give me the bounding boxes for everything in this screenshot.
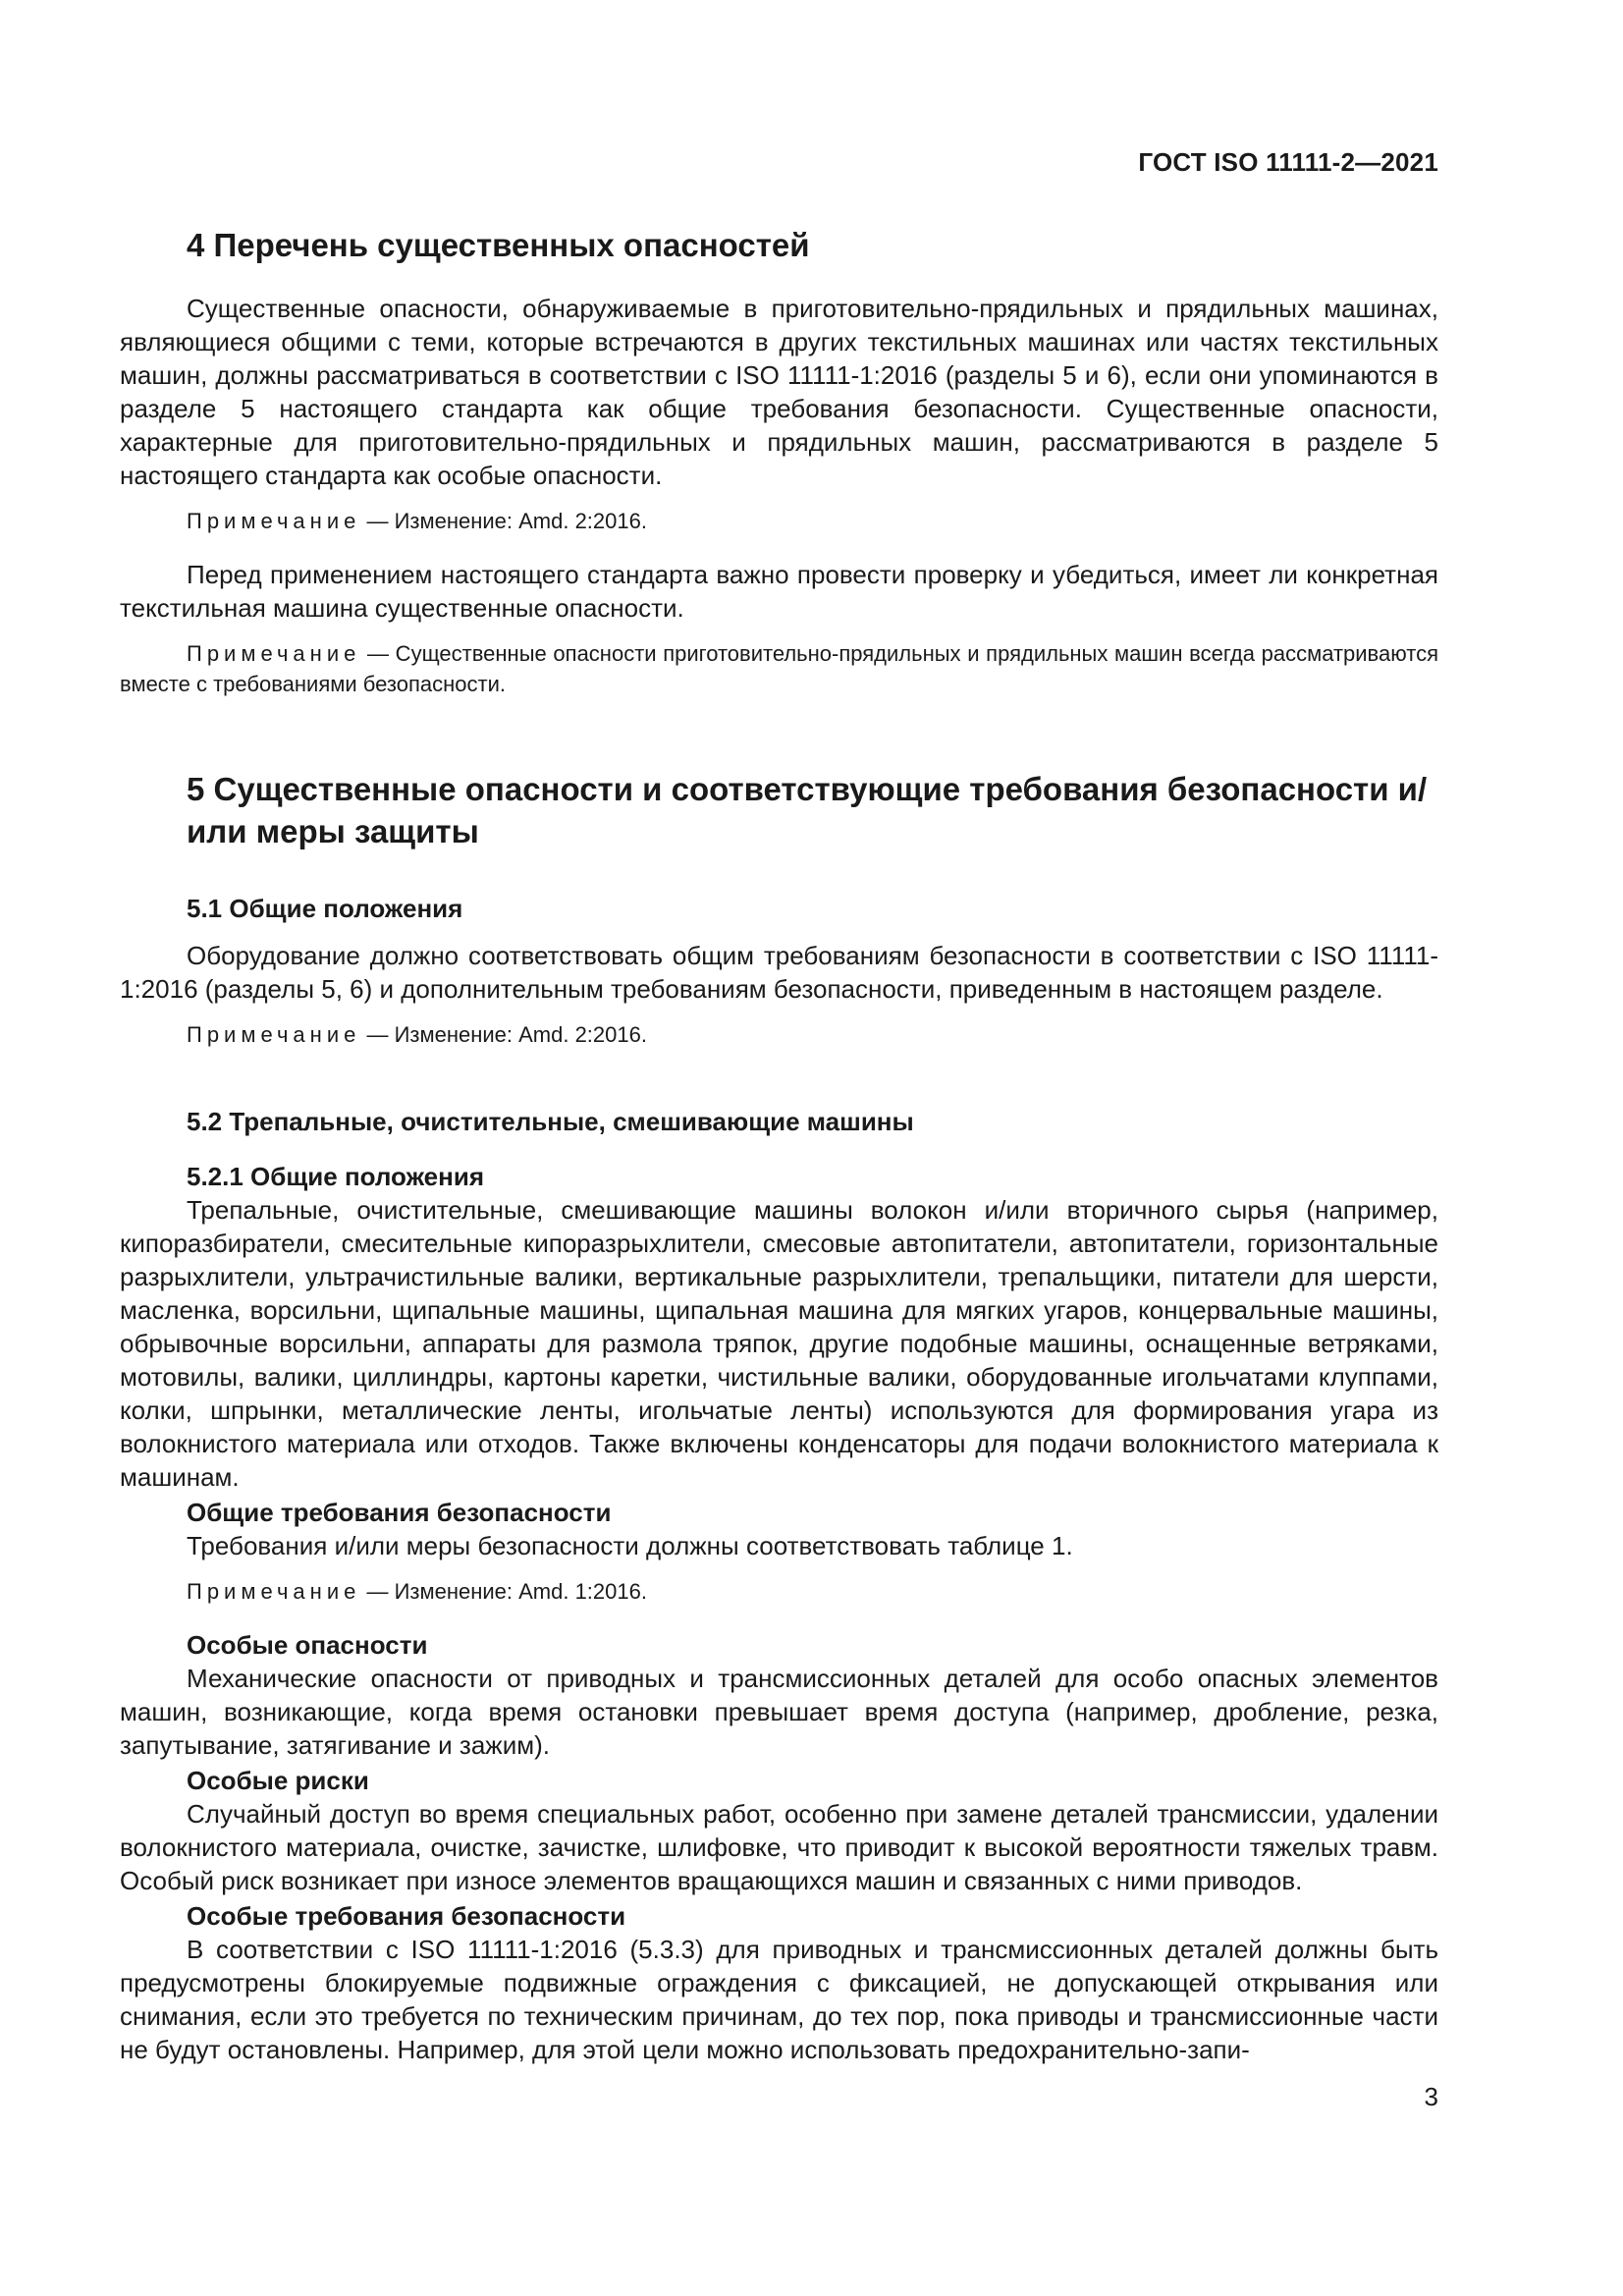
section-4-paragraph-1: Существенные опасности, обнаруживаемые в приготовительно-прядильных и прядильных машинах, являющиеся общими с теми, которые встречаются в других текстильных машинах или частях текстильных машин, должны рассматриваться в соответствии с ISO 11111-1:2016 (разделы 5 и 6), если они упоминаются в разделе 5 настоящего стандарта как общие требования безопасности. Существенные опасности, характерные для приготовительно-прядильных и прядильных машин, рассматриваются в разделе 5 настоящего стандарта как особые опасности.: [120, 294, 1438, 490]
special-risks-paragraph: Случайный доступ во время специальных работ, особенно при замене деталей трансмиссии, удалении волокнистого материала, очистке, зачистке, шлифовке, что приводит к высокой вероятности тяжелых травм. Особый риск возникает при износе элементов вращающихся машин и связанных с ними приводов.: [120, 1799, 1438, 1895]
note-2: [120, 638, 1438, 699]
document-code: ГОСТ ISO 11111-2—2021: [1138, 147, 1438, 177]
note-text: — Изменение: Amd. 2:2016.: [360, 1022, 647, 1047]
page-number: 3: [1424, 2082, 1438, 2111]
section-5-title: 5 Существенные опасности и соответствующие требования безопасности и/или меры защиты: [187, 771, 1428, 849]
note-text: — Изменение: Amd. 1:2016.: [360, 1579, 647, 1604]
note-text: — Существенные опасности приготовительно-прядильных и прядильных машин всегда рассматриваются вместе с требованиями безопасности.: [120, 641, 1438, 696]
subsection-5-2-title: 5.2 Трепальные, очистительные, смешивающие машины: [187, 1107, 914, 1136]
subsection-5-1-paragraph: Оборудование должно соответствовать общим требованиям безопасности в соответствии с ISO 11111-1:2016 (разделы 5, 6) и дополнительным требованиям безопасности, приведенным в настоящем разделе.: [120, 941, 1438, 1004]
general-requirements-title: Общие требования безопасности: [187, 1498, 612, 1527]
note-4: [120, 1576, 1438, 1607]
note-text: — Изменение: Amd. 2:2016.: [360, 509, 647, 533]
section-4-paragraph-2: Перед применением настоящего стандарта важно провести проверку и убедиться, имеет ли конкретная текстильная машина существенные опасности.: [120, 560, 1438, 623]
note-label: Примечание: [187, 1022, 361, 1047]
section-4-title: 4 Перечень существенных опасностей: [187, 227, 810, 263]
note-label: Примечание: [187, 641, 361, 666]
note-3: [120, 1019, 1438, 1050]
general-requirements-paragraph: Требования и/или меры безопасности должны соответствовать таблице 1.: [187, 1531, 1073, 1560]
special-hazards-title: Особые опасности: [187, 1630, 428, 1660]
page-content: [120, 224, 1438, 2068]
note-label: Примечание: [187, 509, 361, 533]
note-label: Примечание: [187, 1579, 361, 1604]
subsection-5-2-1-title: 5.2.1 Общие положения: [187, 1162, 484, 1191]
special-risks-title: Особые риски: [187, 1766, 369, 1795]
subsection-5-1-title: 5.1 Общие положения: [187, 894, 463, 923]
subsection-5-2-1-paragraph: Трепальные, очистительные, смешивающие машины волокон и/или вторичного сырья (например, кипоразбиратели, смесительные кипоразрыхлители, смесовые автопитатели, автопитатели, горизонтальные разрыхлители, ультрачистильные валики, вертикальные разрыхлители, трепальщики, питатели для шерсти, масленка, ворсильни, щипальные машины, щипальная машина для мягких угаров, концервальные машины, обрывочные ворсильни, аппараты для размола тряпок, другие подобные машины, оснащенные ветряками, мотовилы, валики, циллиндры, картоны каретки, чистильные валики, оборудованные игольчатами клуппами, колки, шпрынки, металлические ленты, игольчатые ленты) используются для формирования угара из волокнистого материала или отходов. Также включены конденсаторы для подачи волокнистого материала к машинам.: [120, 1195, 1438, 1492]
note-1: [120, 506, 1438, 536]
special-requirements-paragraph: В соответствии с ISO 11111-1:2016 (5.3.3) для приводных и трансмиссионных деталей должны быть предусмотрены блокируемые подвижные ограждения с фиксацией, не допускающей открывания или снимания, если это требуется по техническим причинам, до тех пор, пока приводы и трансмиссионные части не будут остановлены. Например, для этой цели можно использовать предохранительно-запи-: [120, 1935, 1438, 2064]
special-requirements-title: Особые требования безопасности: [187, 1901, 626, 1931]
special-hazards-paragraph: Механические опасности от приводных и трансмиссионных деталей для особо опасных элементов машин, возникающие, когда время остановки превышает время доступа (например, дробление, резка, запутывание, затягивание и зажим).: [120, 1664, 1438, 1760]
